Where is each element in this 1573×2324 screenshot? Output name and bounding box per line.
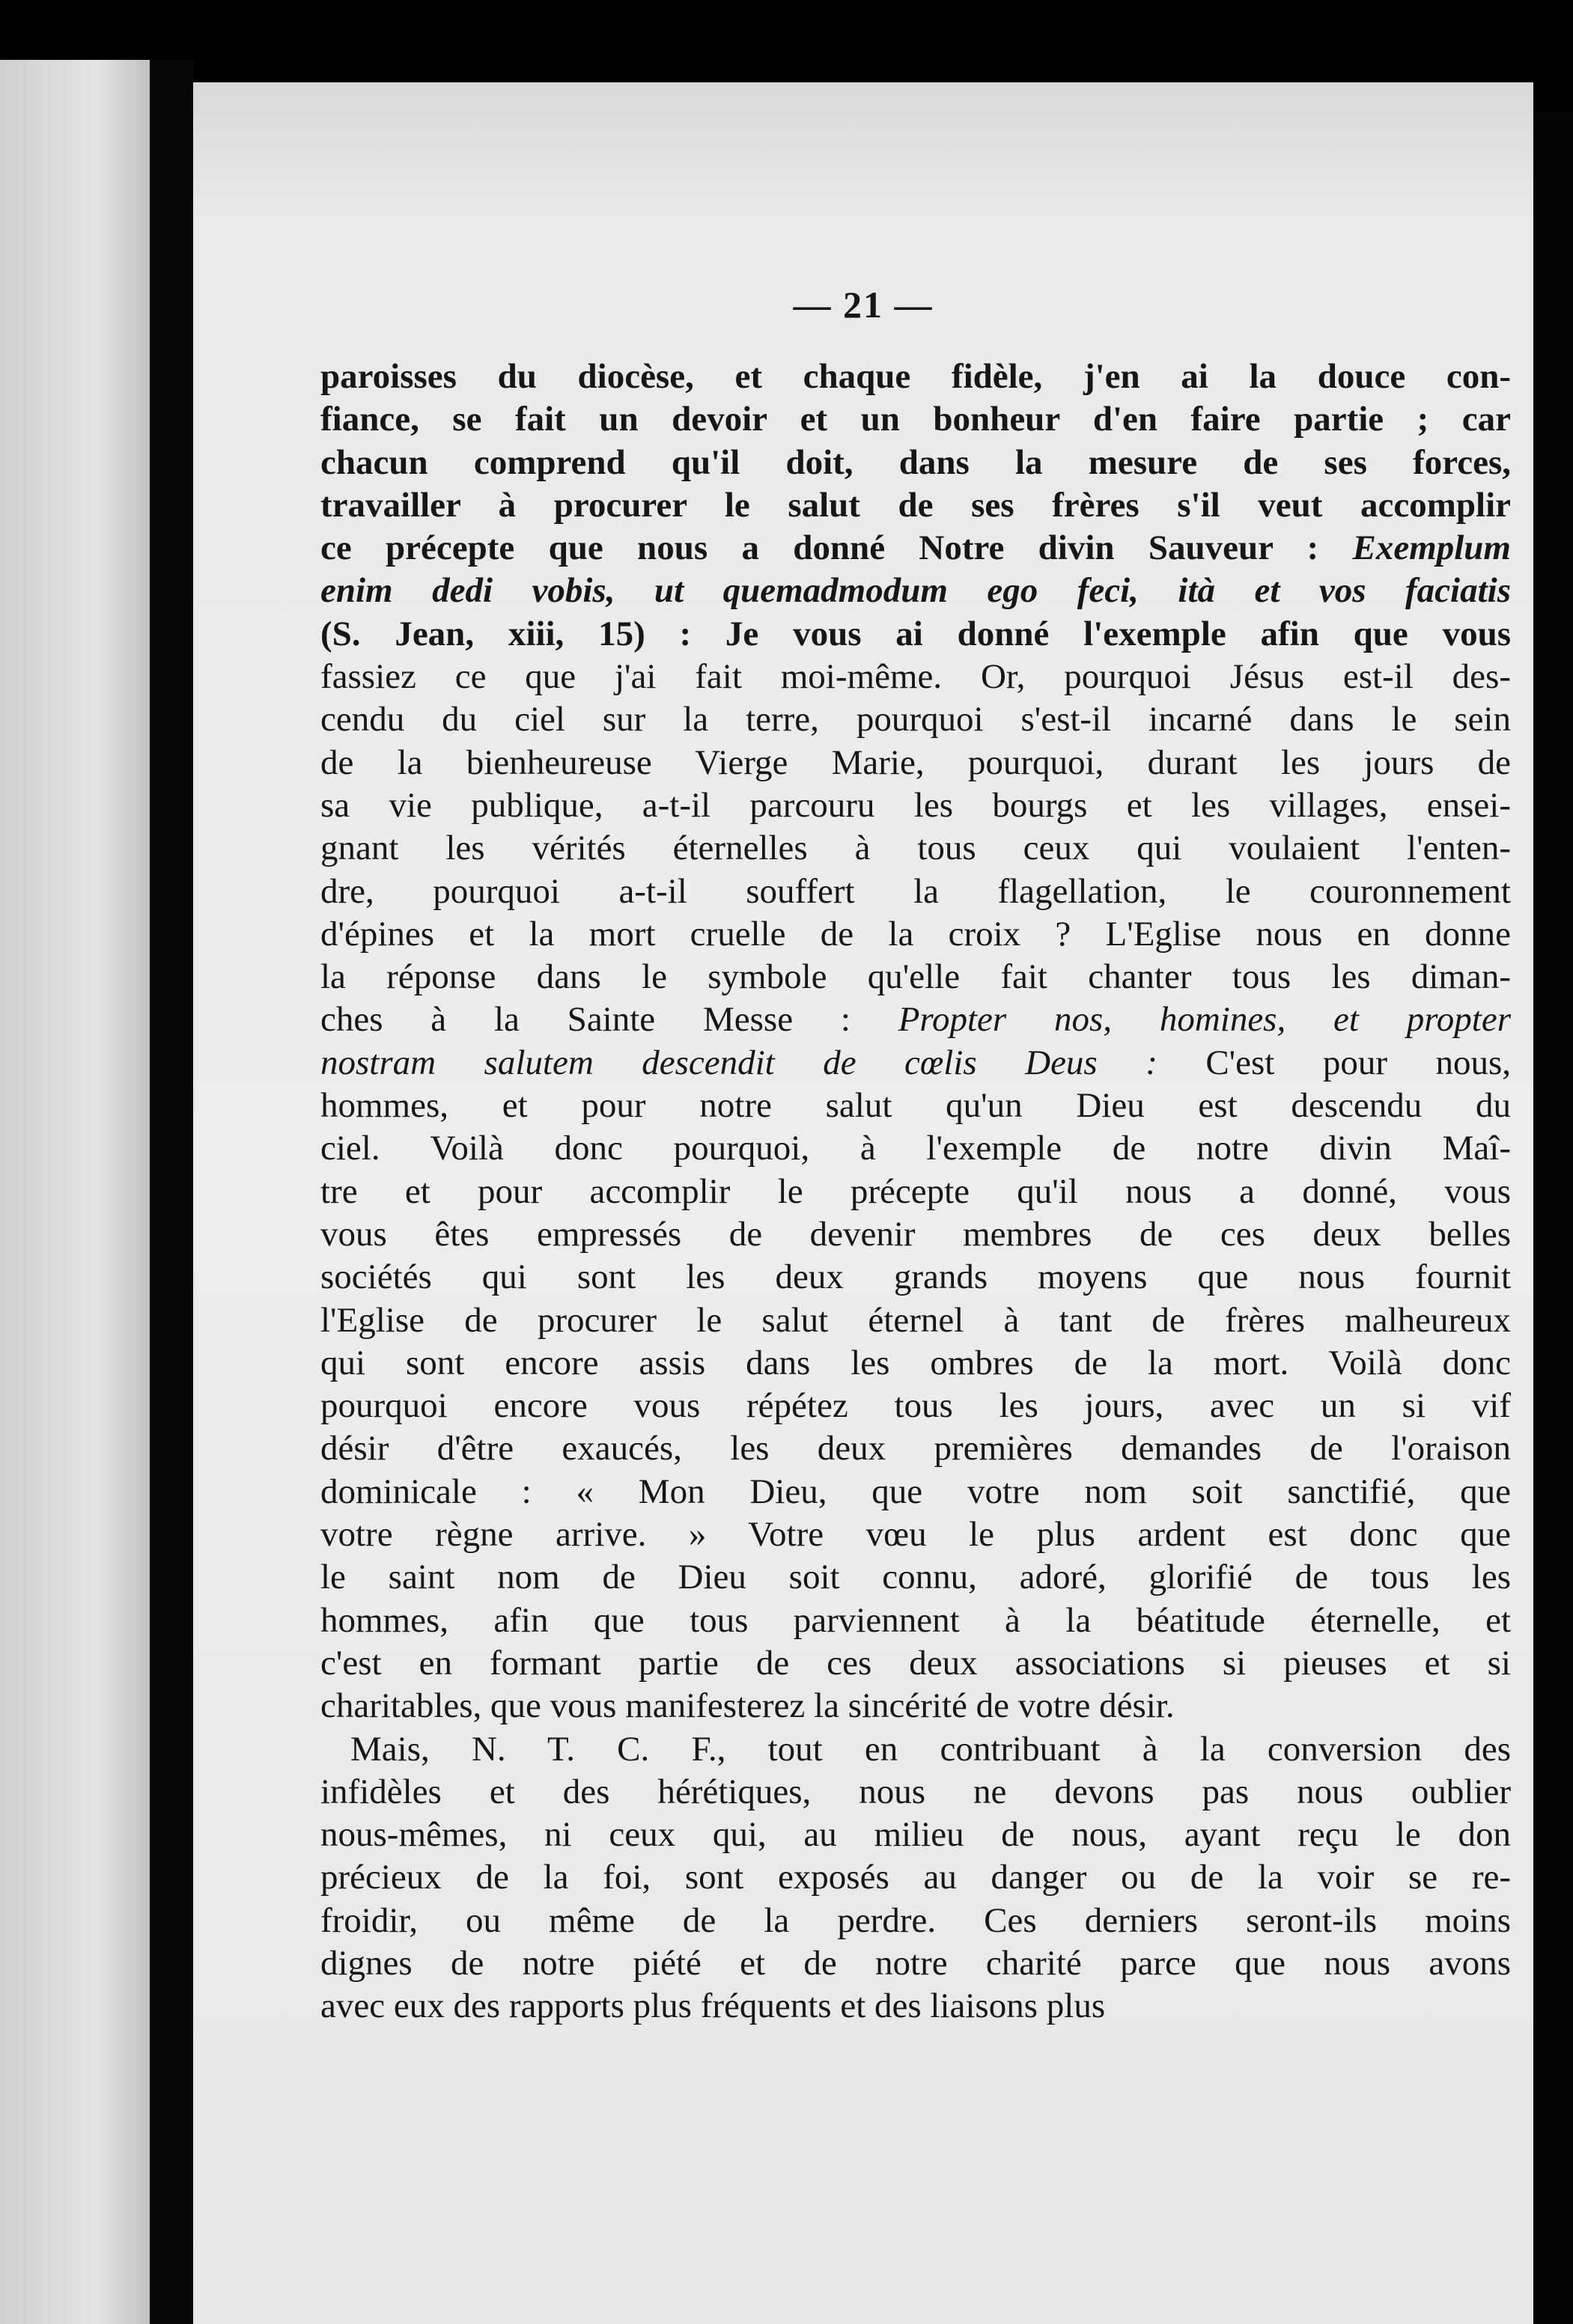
text-segment: le saint nom de Dieu soit connu, adoré, glorifié de tous les — [320, 1558, 1511, 1597]
text-line — [320, 742, 1511, 784]
text-line — [320, 1556, 1511, 1599]
text-line — [320, 356, 1511, 398]
text-line — [320, 913, 1511, 956]
text-segment: ches à la Sainte Messe : — [320, 1000, 898, 1040]
text-segment: nous-mêmes, ni ceux qui, au milieu de nous, ayant reçu le don — [320, 1815, 1511, 1855]
text-segment: ciel. Voilà donc pourquoi, à l'exemple de notre divin Maî- — [320, 1129, 1511, 1168]
text-segment: dignes de notre piété et de notre charité parce que nous avons — [320, 1943, 1511, 1983]
text-line — [320, 656, 1511, 698]
paragraph — [320, 1728, 1511, 2028]
text-line — [320, 1814, 1511, 1856]
text-segment: Mais, N. T. C. F., tout en contribuant à la conversion des — [350, 1729, 1511, 1769]
text-segment: qui sont encore assis dans les ombres de la mort. Voilà donc — [320, 1343, 1511, 1382]
text-segment: C'est pour nous, — [1205, 1043, 1511, 1082]
text-segment: c'est en formant partie de ces deux associations si pieuses et si — [320, 1643, 1511, 1683]
facing-page-edge — [0, 60, 157, 2324]
text-segment: de la bienheureuse Vierge Marie, pourquoi, durant les jours de — [320, 742, 1511, 782]
text-line — [320, 1299, 1511, 1342]
book-gutter — [150, 60, 193, 2324]
text-line — [320, 1599, 1511, 1642]
text-line — [320, 1856, 1511, 1899]
text-line — [320, 1085, 1511, 1127]
text-line — [320, 1642, 1511, 1685]
text-segment: hommes, et pour notre salut qu'un Dieu est descendu du — [320, 1086, 1511, 1126]
text-line — [320, 1728, 1511, 1771]
text-line — [320, 956, 1511, 998]
text-segment: cendu du ciel sur la terre, pourquoi s'est-il incarné dans le sein — [320, 700, 1511, 739]
page-number: — 21 — — [793, 284, 934, 326]
text-line — [320, 698, 1511, 741]
text-segment: (S. Jean, xiii, 15) : Je vous ai donné l'exemple afin que vous — [320, 614, 1511, 653]
text-line — [320, 784, 1511, 827]
text-line — [320, 1256, 1511, 1299]
text-line — [320, 870, 1511, 913]
text-segment: avec eux des rapports plus fréquents et des liaisons plus — [320, 1986, 1106, 2026]
text-segment: sociétés qui sont les deux grands moyens que nous fournit — [320, 1257, 1511, 1297]
text-segment: paroisses du diocèse, et chaque fidèle, j'en ai la douce con- — [320, 357, 1511, 396]
text-segment: l'Eglise de procurer le salut éternel à tant de frères malheureux — [320, 1300, 1511, 1340]
text-segment: vous êtes empressés de devenir membres de ces deux belles — [320, 1214, 1511, 1254]
text-segment: tre et pour accomplir le précepte qu'il nous a donné, vous — [320, 1171, 1511, 1211]
text-line — [320, 398, 1511, 441]
paragraph — [320, 356, 1511, 1728]
text-line — [320, 484, 1511, 527]
text-segment: charitables, que vous manifesterez la sincérité de votre désir. — [320, 1686, 1175, 1726]
text-segment: sa vie publique, a-t-il parcouru les bourgs et les villages, ensei- — [320, 785, 1511, 825]
text-segment: infidèles et des hérétiques, nous ne devons pas nous oublier — [320, 1772, 1511, 1811]
text-segment: précieux de la foi, sont exposés au danger ou de la voir se re- — [320, 1858, 1511, 1897]
text-segment: enim dedi vobis, ut quemadmodum ego feci, ità et vos faciatis — [320, 571, 1511, 611]
text-segment: nostram salutem descendit de cœlis Deus : — [320, 1043, 1206, 1082]
book-page — [193, 82, 1533, 2324]
page-right-edge — [1533, 112, 1573, 2324]
text-line — [320, 1342, 1511, 1385]
text-segment: fassiez ce que j'ai fait moi-même. Or, pourquoi Jésus est-il des- — [320, 657, 1511, 697]
text-segment: travailler à procurer le salut de ses frères s'il veut accomplir — [320, 485, 1511, 525]
text-line — [320, 1213, 1511, 1256]
text-line — [320, 1900, 1511, 1942]
text-line — [320, 570, 1511, 612]
text-line — [320, 1042, 1511, 1085]
text-segment: Exemplum — [1352, 528, 1511, 568]
text-line — [320, 1471, 1511, 1513]
text-line — [320, 1771, 1511, 1814]
text-line — [320, 1513, 1511, 1556]
text-line — [320, 1171, 1511, 1213]
text-segment: désir d'être exaucés, les deux premières demandes de l'oraison — [320, 1429, 1511, 1468]
text-segment: ce précepte que nous a donné Notre divin Sauveur : — [320, 528, 1353, 568]
text-line — [320, 527, 1511, 570]
text-line — [320, 1127, 1511, 1170]
text-segment: pourquoi encore vous répétez tous les jours, avec un si vif — [320, 1386, 1511, 1426]
text-line — [320, 827, 1511, 870]
text-segment: hommes, afin que tous parviennent à la béatitude éternelle, et — [320, 1600, 1511, 1640]
text-segment: fiance, se fait un devoir et un bonheur d'en faire partie ; car — [320, 400, 1511, 439]
text-line — [320, 613, 1511, 656]
text-segment: dre, pourquoi a-t-il souffert la flagellation, le couronnement — [320, 871, 1511, 911]
text-line — [320, 442, 1511, 484]
text-line — [320, 998, 1511, 1041]
text-line — [320, 1427, 1511, 1470]
text-line — [320, 1685, 1511, 1727]
text-segment: votre règne arrive. » Votre vœu le plus ardent est donc que — [320, 1515, 1511, 1555]
text-segment: dominicale : « Mon Dieu, que votre nom soit sanctifié, que — [320, 1471, 1511, 1511]
text-segment: froidir, ou même de la perdre. Ces derniers seront-ils moins — [320, 1900, 1511, 1940]
text-segment: la réponse dans le symbole qu'elle fait chanter tous les diman- — [320, 957, 1511, 997]
text-line — [320, 1942, 1511, 1985]
page-text — [320, 356, 1511, 2028]
text-line — [320, 1385, 1511, 1427]
text-line — [320, 1985, 1511, 2028]
text-segment: Propter nos, homines, et propter — [898, 1000, 1511, 1040]
text-segment: gnant les vérités éternelles à tous ceux qui voulaient l'enten- — [320, 829, 1511, 868]
text-segment: d'épines et la mort cruelle de la croix ? L'Eglise nous en donne — [320, 914, 1511, 954]
text-segment: chacun comprend qu'il doit, dans la mesure de ses forces, — [320, 442, 1511, 482]
